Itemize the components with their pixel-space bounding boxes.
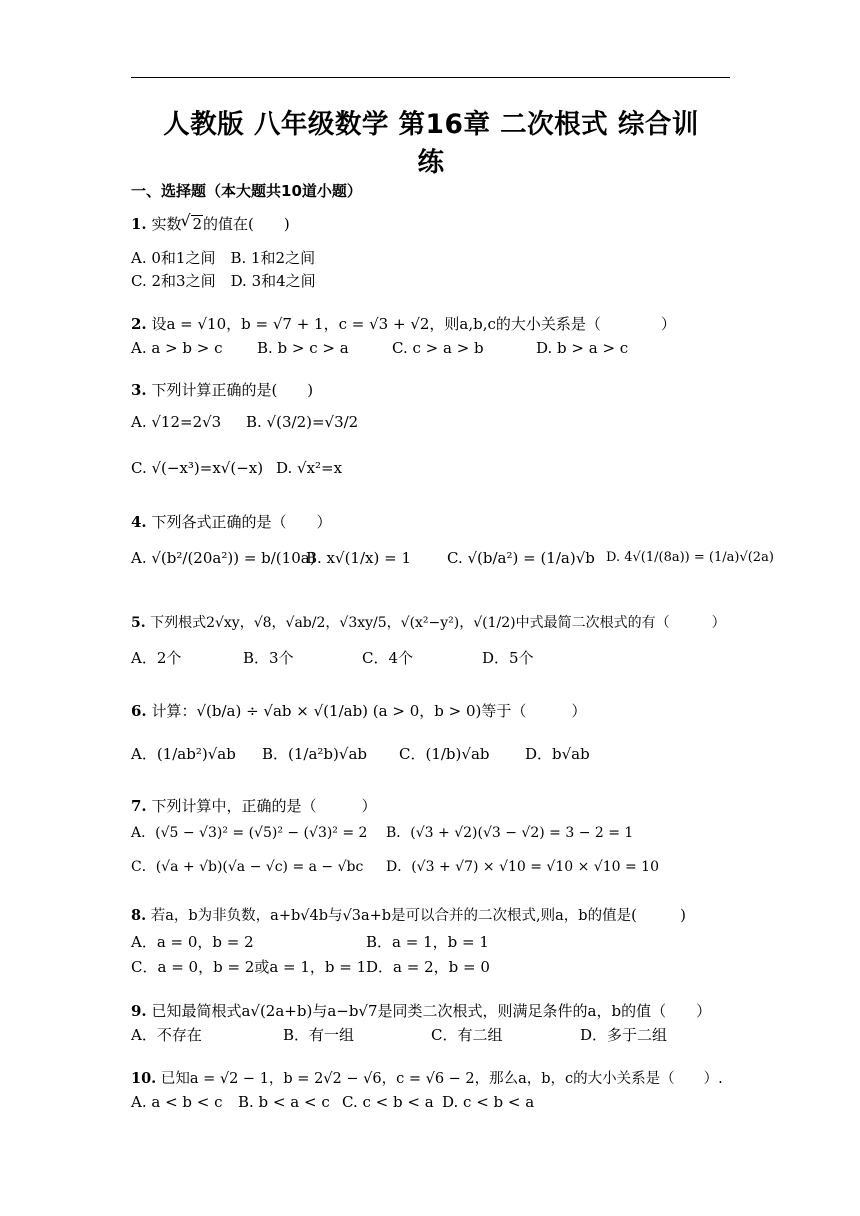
q6-option-d: D．b√ab xyxy=(525,745,590,763)
q9-option-d: D．多于二组 xyxy=(580,1026,668,1044)
question-3 xyxy=(131,380,313,400)
question-stem: 已知a = √2 − 1，b = 2√2 − √6，c = √6 − 2，那么a，b，c的大小关系是（ ）. xyxy=(160,1071,723,1087)
q10-option-b: B. b < a < c xyxy=(238,1093,330,1111)
q7-option-b: B．(√3 + √2)(√3 − √2) = 3 − 2 = 1 xyxy=(386,825,634,841)
q9-option-b: B．有一组 xyxy=(283,1026,355,1044)
question-7 xyxy=(131,796,376,816)
question-number: 1. xyxy=(131,215,147,233)
question-8 xyxy=(131,906,686,926)
q7-option-a: A．(√5 − √3)² = (√5)² − (√3)² = 2 xyxy=(131,825,368,841)
question-6 xyxy=(131,701,586,721)
question-stem: 计算：√(b/a) ÷ √ab × √(1/ab) (a > 0，b > 0)等于（ ） xyxy=(151,702,587,720)
question-number: 10. xyxy=(131,1070,157,1087)
q4-option-b: B. x√(1/x) = 1 xyxy=(306,549,411,567)
q4-option-c: C. √(b/a²) = (1/a)√b xyxy=(447,549,595,567)
q6-option-a: A．(1/ab²)√ab xyxy=(131,745,236,763)
q8-option-b: B．a = 1，b = 1 xyxy=(366,933,489,951)
q6-option-c: C．(1/b)√ab xyxy=(399,745,490,763)
q2-option-d: D. b > a > c xyxy=(536,339,629,357)
q2-option-a: A. a > b > c xyxy=(131,339,223,357)
q10-option-a: A. a < b < c xyxy=(131,1093,223,1111)
q2-option-b: B. b > c > a xyxy=(257,339,349,357)
q5-option-d: D．5个 xyxy=(482,649,534,667)
q4-option-d: D. 4√(1/(8a)) = (1/a)√(2a) xyxy=(606,550,774,565)
question-stem: 下列计算中，正确的是（ ） xyxy=(151,797,377,815)
question-4 xyxy=(131,512,331,532)
radical: √ 2 xyxy=(191,215,203,232)
question-number: 5. xyxy=(131,615,146,631)
question-number: 3. xyxy=(131,381,147,399)
question-stem: 实数 xyxy=(151,215,182,233)
q7-option-c: C．(√a + √b)(√a − √c) = a − √bc xyxy=(131,859,364,875)
q10-option-d: D. c < b < a xyxy=(442,1093,535,1111)
question-2 xyxy=(131,314,676,334)
q8-option-c: C．a = 0，b = 2或a = 1，b = 1 xyxy=(131,958,367,976)
question-stem: 下列根式2√xy，√8，√ab/2，√3xy/5，√(x²−y²)，√(1/2)中式最简二次根式的有（ ） xyxy=(150,615,726,631)
title-line-1: 人教版 八年级数学 第16章 二次根式 综合训 xyxy=(163,109,699,140)
q3-option-c: C. √(−x³)=x√(−x) xyxy=(131,459,264,477)
q6-option-b: B．(1/a²b)√ab xyxy=(262,745,367,763)
question-stem: 下列各式正确的是（ ） xyxy=(151,513,332,531)
question-10 xyxy=(131,1069,723,1089)
q9-option-a: A．不存在 xyxy=(131,1026,202,1044)
q10-option-c: C. c < b < a xyxy=(342,1093,434,1111)
header-rule xyxy=(131,77,730,78)
section-heading: 一、选择题（本大题共10道小题） xyxy=(131,182,362,200)
q5-option-b: B．3个 xyxy=(243,649,294,667)
question-5 xyxy=(131,613,726,633)
q9-option-c: C．有二组 xyxy=(431,1026,503,1044)
question-number: 8. xyxy=(131,907,147,924)
question-number: 7. xyxy=(131,797,147,815)
q7-option-d: D．(√3 + √7) × √10 = √10 × √10 = 10 xyxy=(386,859,659,875)
question-number: 4. xyxy=(131,513,147,531)
q3-option-d: D. √x²=x xyxy=(276,459,343,477)
document-title xyxy=(131,106,731,182)
q1-options-row1: A. 0和1之间 B. 1和2之间 xyxy=(131,249,316,267)
q8-option-a: A．a = 0，b = 2 xyxy=(131,933,254,951)
question-stem: 已知最简根式a√(2a+b)与a−b√7是同类二次根式，则满足条件的a，b的值（ ） xyxy=(151,1002,712,1020)
q8-option-d: D．a = 2，b = 0 xyxy=(366,958,490,976)
question-stem: 设a = √10，b = √7 + 1，c = √3 + √2，则a,b,c的大小关系是（ ） xyxy=(151,315,676,333)
title-line-2: 练 xyxy=(417,147,445,178)
question-number: 9. xyxy=(131,1002,147,1020)
q3-option-b: B. √(3/2)=√3/2 xyxy=(246,413,359,431)
q1-options-row2: C. 2和3之间 D. 3和4之间 xyxy=(131,272,316,290)
q3-option-a: A. √12=2√3 xyxy=(131,413,222,431)
question-stem: 若a，b为非负数，a+b√4b与√3a+b是可以合并的二次根式,则a，b的值是( ) xyxy=(150,908,686,924)
q2-option-c: C. c > a > b xyxy=(392,339,484,357)
q5-option-c: C．4个 xyxy=(362,649,414,667)
question-stem: 的值在( ) xyxy=(203,215,290,233)
question-9 xyxy=(131,1001,711,1021)
q5-option-a: A．2个 xyxy=(131,649,182,667)
q4-option-a: A. √(b²/(20a²)) = b/(10a) xyxy=(131,549,316,567)
question-stem: 下列计算正确的是( ) xyxy=(151,381,314,399)
question-number: 2. xyxy=(131,315,147,333)
question-number: 6. xyxy=(131,702,147,720)
question-1 xyxy=(131,214,290,234)
